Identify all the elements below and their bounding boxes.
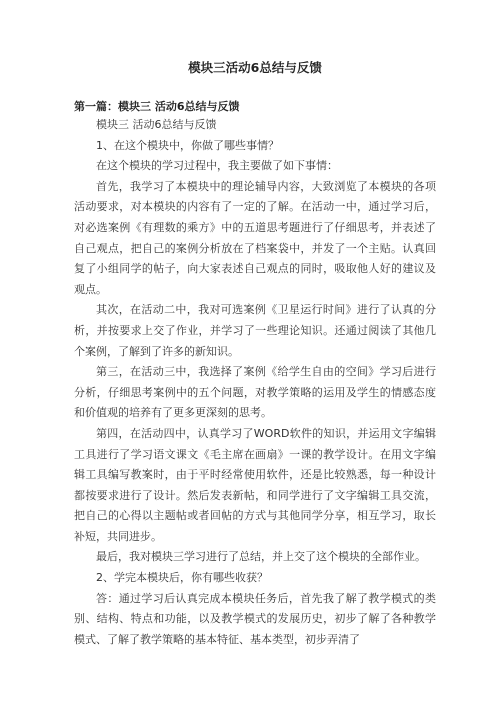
paragraph: 答：通过学习后认真完成本模块任务后，首先我了解了教学模式的类别、结构、特点和功能，以及教学模式的发展历史，初步了解了各种教学模式、了解了教学策略的基本特征、基本类型，初步弄清了 — [74, 591, 436, 646]
paragraph: 最后，我对模块三学习进行了总结，并上交了这个模块的全部作业。 — [96, 550, 426, 564]
paragraph: 第三，在活动三中，我选择了案例《给学生自由的空间》学习后进行分析，仔细思考案例中的五个问题，对教学策略的运用及学生的情感态度和价值观的培养有了更多更深刻的思考。 — [74, 365, 436, 420]
paragraph: 其次，在活动二中，我对可选案例《卫星运行时间》进行了认真的分析，并按要求上交了作业，并学习了一些理论知识。还通过阅读了其他几个案例，了解到了许多的新知识。 — [74, 303, 436, 358]
document-title: 模块三活动6总结与反馈 — [188, 60, 322, 75]
paragraph: 在这个模块的学习过程中，我主要做了如下事情： — [96, 159, 338, 173]
paragraph: 首先，我学习了本模块中的理论辅导内容，大致浏览了本模块的各项活动要求，对本模块的内容有了一定的了解。在活动一中，通过学习后，对必选案例《有理数的乘方》中的五道思考题进行了仔细思考，并表述了自己观点，把自己的案例分析放在了档案袋中，并发了一个主贴。认真回复了小组同学的帖子，向大家表述自己观点的同时，吸取他人好的建议及观点。 — [74, 179, 436, 296]
section-heading: 第一篇：模块三 活动6总结与反馈 — [74, 100, 240, 113]
paragraph: 第四，在活动四中，认真学习了WORD软件的知识，并运用文字编辑工具进行了学习语文课文《毛主席在画扇》一课的教学设计。在用文字编辑工具编写教案时，由于平时经常使用软件，还是比较熟悉，每一种设计都按要求进行了设计。然后发表新帖，和同学进行了文字编辑工具交流，把自己的心得以主题帖或者回帖的方式与其他同学分享，相互学习，取长补短，共同进步。 — [74, 426, 436, 543]
paragraph: 模块三 活动6总结与反馈 — [96, 118, 217, 131]
paragraph: 1、在这个模块中，你做了哪些事情？ — [96, 138, 279, 152]
paragraph: 2、学完本模块后，你有哪些收获？ — [96, 571, 268, 585]
